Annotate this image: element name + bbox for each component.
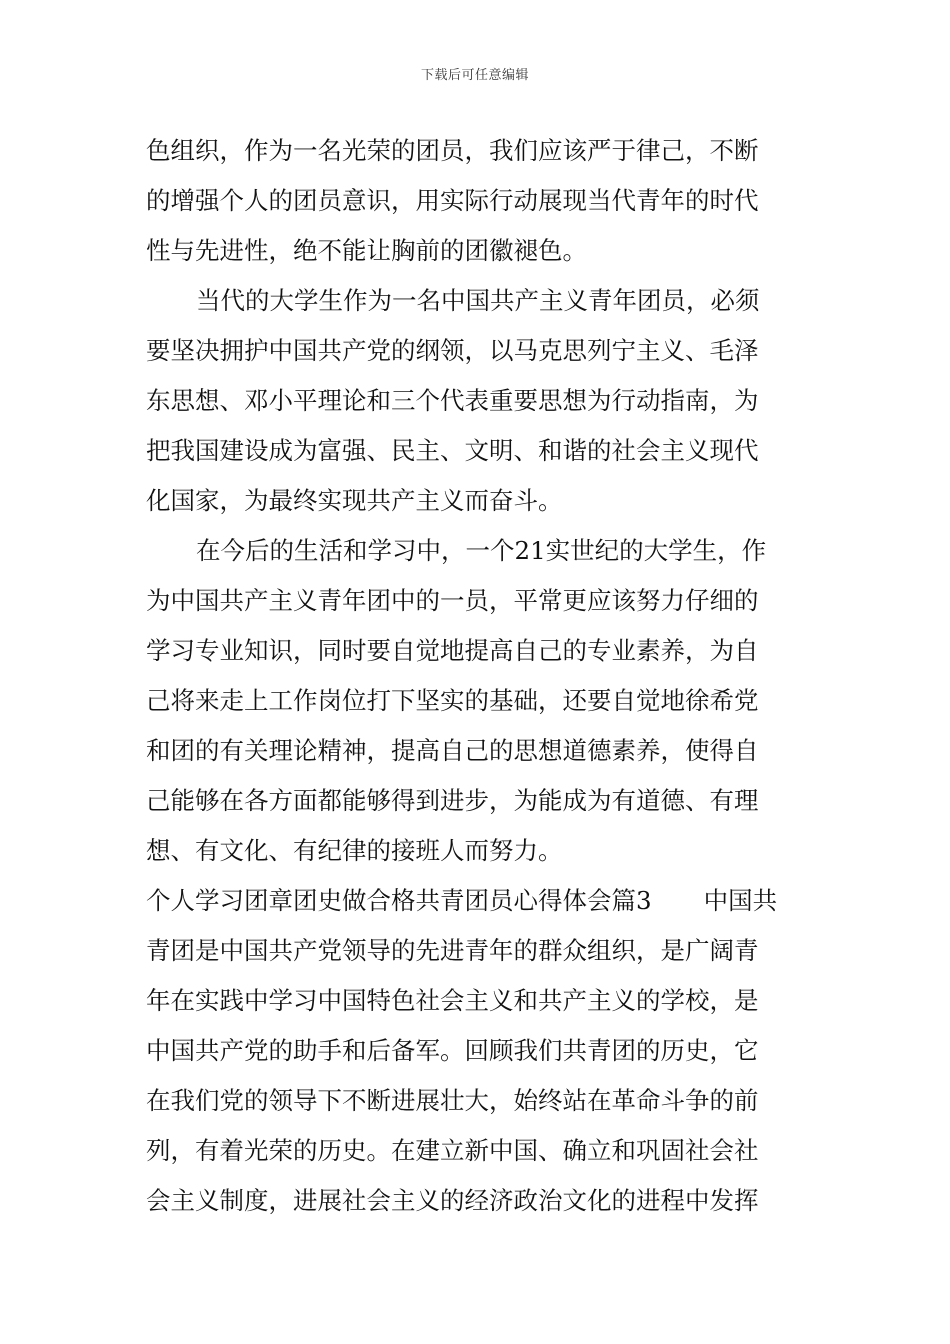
text-line-8: 化国家，为最终实现共产主义而奋斗。 xyxy=(146,486,563,515)
text-line-15: 想、有文化、有纪律的接班人而努力。 xyxy=(146,836,563,865)
text-line-14: 己能够在各方面都能够得到进步，为能成为有道德、有理 xyxy=(146,786,759,815)
page-header: 下载后可任意编辑 xyxy=(420,68,529,83)
document-body xyxy=(146,126,806,1226)
text-line-19: 中国共产党的助手和后备军。回顾我们共青团的历史，它 xyxy=(146,1036,759,1065)
text-line-12: 己将来走上工作岗位打下坚实的基础，还要自觉地徐希党 xyxy=(146,686,759,715)
text-line-17: 青团是中国共产党领导的先进青年的群众组织，是广阔青 xyxy=(146,936,759,965)
text-line-7: 把我国建设成为富强、民主、文明、和谐的社会主义现代 xyxy=(146,436,759,465)
text-line-6: 东思想、邓小平理论和三个代表重要思想为行动指南，为 xyxy=(146,386,759,415)
text-line-21: 列，有着光荣的历史。在建立新中国、确立和巩固社会社 xyxy=(146,1136,759,1165)
text-line-1: 色组织，作为一名光荣的团员，我们应该严于律己，不断 xyxy=(146,136,759,165)
section-heading-lead: 中国共 xyxy=(703,886,778,915)
section-heading-line xyxy=(146,876,806,926)
text-line-13: 和团的有关理论精神，提高自己的思想道德素养，使得自 xyxy=(146,736,759,765)
text-line-2: 的增强个人的团员意识，用实际行动展现当代青年的时代 xyxy=(146,186,759,215)
paragraph-start-line: 在今后的生活和学习中，一个21实世纪的大学生，作 xyxy=(196,536,767,565)
text-line-5: 要坚决拥护中国共产党的纲领，以马克思列宁主义、毛泽 xyxy=(146,336,759,365)
text-line-11: 学习专业知识，同时要自觉地提高自己的专业素养，为自 xyxy=(146,636,759,665)
text-line-10: 为中国共产主义青年团中的一员，平常更应该努力仔细的 xyxy=(146,586,759,615)
text-line-20: 在我们党的领导下不断进展壮大，始终站在革命斗争的前 xyxy=(146,1086,759,1115)
text-line-18: 年在实践中学习中国特色社会主义和共产主义的学校，是 xyxy=(146,986,759,1015)
text-line-3: 性与先进性，绝不能让胸前的团徽褪色。 xyxy=(146,236,587,265)
paragraph-start-line: 当代的大学生作为一名中国共产主义青年团员，必须 xyxy=(196,286,760,315)
text-line-22: 会主义制度，进展社会主义的经济政治文化的进程中发挥 xyxy=(146,1186,759,1215)
section-heading-title: 个人学习团章团史做合格共青团员心得体会篇3 xyxy=(146,886,652,915)
